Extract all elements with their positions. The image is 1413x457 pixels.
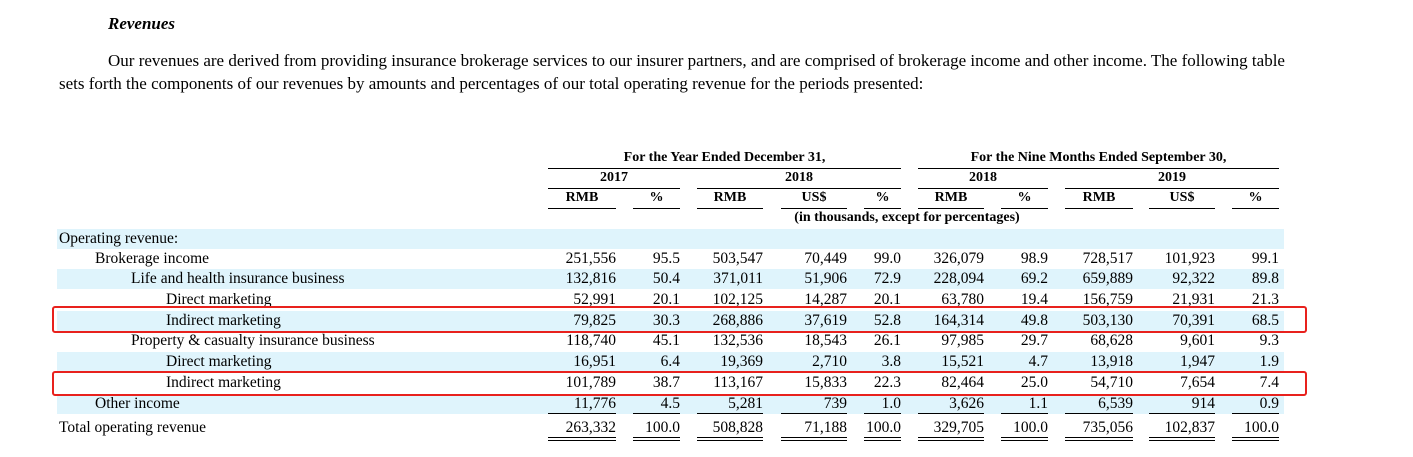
table-cell: 4.7 [1028, 353, 1048, 370]
table-cell: 1,947 [1180, 353, 1215, 370]
total-rule [697, 440, 763, 441]
total-rule [781, 437, 847, 438]
table-cell: 54,710 [1090, 374, 1133, 391]
table-cell: 101,923 [1164, 250, 1215, 267]
table-cell: 20.1 [652, 291, 680, 308]
table-cell: 97,985 [941, 332, 984, 349]
table-cell: 98.9 [1020, 250, 1048, 267]
table-cell: 735,056 [1082, 419, 1133, 436]
table-cell: 38.7 [652, 374, 680, 391]
table-cell: 1.9 [1259, 353, 1279, 370]
table-cell: 914 [1191, 395, 1215, 412]
units-note: (in thousands, except for percentages) [794, 210, 1020, 225]
column-header: % [1248, 190, 1263, 205]
subtotal-rule [1149, 413, 1215, 414]
table-cell: 70,391 [1172, 312, 1215, 329]
year-header: 2018 [785, 170, 813, 185]
table-cell: 9,601 [1180, 332, 1215, 349]
subtotal-rule [1001, 413, 1048, 414]
year-header: 2017 [600, 170, 628, 185]
total-rule [1065, 440, 1133, 441]
row-label: Property & casualty insurance business [131, 332, 375, 349]
section-heading: Revenues [108, 14, 176, 33]
year-header: 2018 [969, 170, 997, 185]
total-rule [548, 440, 616, 441]
table-cell: 52.8 [873, 312, 901, 329]
highlight-box-indirect-marketing-pc [52, 371, 1307, 396]
row-label: Direct marketing [166, 291, 272, 308]
table-cell: 79,825 [573, 312, 616, 329]
total-rule [864, 440, 901, 441]
total-rule [697, 437, 763, 438]
table-cell: 26.1 [873, 332, 901, 349]
table-cell: 92,322 [1172, 270, 1215, 287]
table-cell: 21,931 [1172, 291, 1215, 308]
subtotal-rule [548, 413, 616, 414]
intro-paragraph: Our revenues are derived from providing insurance brokerage services to our insurer partners, and are comprised of brokerage income and other income. The following table sets forth the components of our revenues by amounts and percentages of our total operating revenue for the periods presented: [59, 51, 1285, 93]
table-cell: 99.1 [1251, 250, 1279, 267]
table-cell: 3.8 [881, 353, 901, 370]
table-cell: 49.8 [1020, 312, 1048, 329]
table-cell: 25.0 [1020, 374, 1048, 391]
table-cell: 20.1 [873, 291, 901, 308]
table-cell: 52,991 [573, 291, 616, 308]
column-header: RMB [1082, 190, 1116, 205]
table-cell: 251,556 [565, 250, 616, 267]
subtotal-rule [781, 413, 847, 414]
table-cell: 1.0 [881, 395, 901, 412]
total-rule [1065, 437, 1133, 438]
column-header: US$ [1169, 190, 1195, 205]
table-cell: 102,125 [712, 291, 763, 308]
table-cell: 7,654 [1180, 374, 1215, 391]
table-cell: 132,536 [712, 332, 763, 349]
table-cell: 45.1 [652, 332, 680, 349]
table-cell: 329,705 [933, 419, 984, 436]
table-cell: 13,918 [1090, 353, 1133, 370]
table-cell: 15,521 [941, 353, 984, 370]
row-label: Indirect marketing [166, 312, 281, 329]
total-rule [1149, 440, 1215, 441]
table-cell: 132,816 [565, 270, 616, 287]
table-cell: 50.4 [652, 270, 680, 287]
column-header: % [649, 190, 664, 205]
total-rule [633, 440, 680, 441]
table-cell: 16,951 [573, 353, 616, 370]
table-cell: 7.4 [1259, 374, 1279, 391]
column-header: RMB [713, 190, 747, 205]
total-rule [864, 437, 901, 438]
table-cell: 5,281 [728, 395, 763, 412]
row-band [57, 229, 1284, 249]
table-cell: 113,167 [713, 374, 763, 391]
row-label: Other income [95, 395, 180, 412]
row-label: Direct marketing [166, 353, 272, 370]
table-cell: 228,094 [933, 270, 984, 287]
table-cell: 30.3 [652, 312, 680, 329]
table-cell: 82,464 [941, 374, 984, 391]
total-rule [1149, 437, 1215, 438]
table-cell: 503,547 [712, 250, 763, 267]
table-cell: 0.9 [1259, 395, 1279, 412]
subtotal-rule [864, 413, 901, 414]
column-header-underline [1232, 208, 1279, 209]
table-cell: 70,449 [804, 250, 847, 267]
table-cell: 18,543 [804, 332, 847, 349]
year-header: 2019 [1158, 170, 1186, 185]
subtotal-rule [633, 413, 680, 414]
table-cell: 156,759 [1082, 291, 1133, 308]
total-rule [918, 440, 984, 441]
table-cell: 659,889 [1082, 270, 1133, 287]
subtotal-rule [1232, 413, 1279, 414]
table-cell: 371,011 [713, 270, 763, 287]
table-cell: 21.3 [1251, 291, 1279, 308]
table-cell: 29.7 [1020, 332, 1048, 349]
table-cell: 69.2 [1020, 270, 1048, 287]
table-cell: 326,079 [933, 250, 984, 267]
table-cell: 739 [823, 395, 847, 412]
column-header: % [1017, 190, 1032, 205]
table-cell: 268,886 [712, 312, 763, 329]
table-cell: 19,369 [720, 353, 763, 370]
table-cell: 3,626 [949, 395, 984, 412]
table-cell: 503,130 [1082, 312, 1133, 329]
table-cell: 100.0 [645, 419, 680, 436]
table-cell: 100.0 [1244, 419, 1279, 436]
table-cell: 6.4 [660, 353, 680, 370]
table-cell: 95.5 [652, 250, 680, 267]
table-cell: 6,539 [1098, 395, 1133, 412]
row-label: Indirect marketing [166, 374, 281, 391]
table-cell: 118,740 [566, 332, 616, 349]
table-cell: 2,710 [812, 353, 847, 370]
column-header: RMB [934, 190, 968, 205]
table-cell: 1.1 [1028, 395, 1048, 412]
total-rule [1232, 437, 1279, 438]
total-rule [1001, 440, 1048, 441]
row-label: Total operating revenue [59, 419, 206, 436]
table-cell: 51,906 [804, 270, 847, 287]
table-cell: 89.8 [1251, 270, 1279, 287]
column-header: % [875, 190, 890, 205]
total-rule [1001, 437, 1048, 438]
column-header-underline [633, 208, 680, 209]
table-cell: 19.4 [1020, 291, 1048, 308]
total-rule [548, 437, 616, 438]
table-cell: 508,828 [712, 419, 763, 436]
table-cell: 15,833 [804, 374, 847, 391]
table-cell: 100.0 [866, 419, 901, 436]
column-header: US$ [801, 190, 827, 205]
table-cell: 4.5 [660, 395, 680, 412]
column-header-underline [1149, 208, 1215, 209]
row-label: Brokerage income [95, 250, 210, 267]
table-cell: 263,332 [565, 419, 616, 436]
highlight-box-indirect-marketing-life [52, 306, 1307, 333]
subtotal-rule [918, 413, 984, 414]
total-rule [918, 437, 984, 438]
subtotal-rule [1065, 413, 1133, 414]
table-cell: 101,789 [565, 374, 616, 391]
table-cell: 11,776 [573, 395, 616, 412]
group-header-year: For the Year Ended December 31, [623, 150, 826, 165]
column-header: RMB [565, 190, 599, 205]
table-cell: 164,314 [933, 312, 984, 329]
table-cell: 9.3 [1259, 332, 1279, 349]
row-label: Operating revenue: [59, 230, 179, 247]
table-cell: 14,287 [804, 291, 847, 308]
row-label: Life and health insurance business [131, 270, 345, 287]
table-cell: 728,517 [1082, 250, 1133, 267]
table-cell: 68,628 [1090, 332, 1133, 349]
table-cell: 71,188 [804, 419, 847, 436]
table-cell: 68.5 [1251, 312, 1279, 329]
total-rule [1232, 440, 1279, 441]
table-cell: 72.9 [873, 270, 901, 287]
table-cell: 102,837 [1164, 419, 1215, 436]
table-cell: 100.0 [1013, 419, 1048, 436]
table-cell: 22.3 [873, 374, 901, 391]
total-rule [781, 440, 847, 441]
total-rule [633, 437, 680, 438]
group-header-nine-months: For the Nine Months Ended September 30, [970, 150, 1227, 165]
table-cell: 99.0 [873, 250, 901, 267]
column-header-underline [548, 208, 616, 209]
table-cell: 63,780 [941, 291, 984, 308]
subtotal-rule [697, 413, 763, 414]
table-cell: 37,619 [804, 312, 847, 329]
